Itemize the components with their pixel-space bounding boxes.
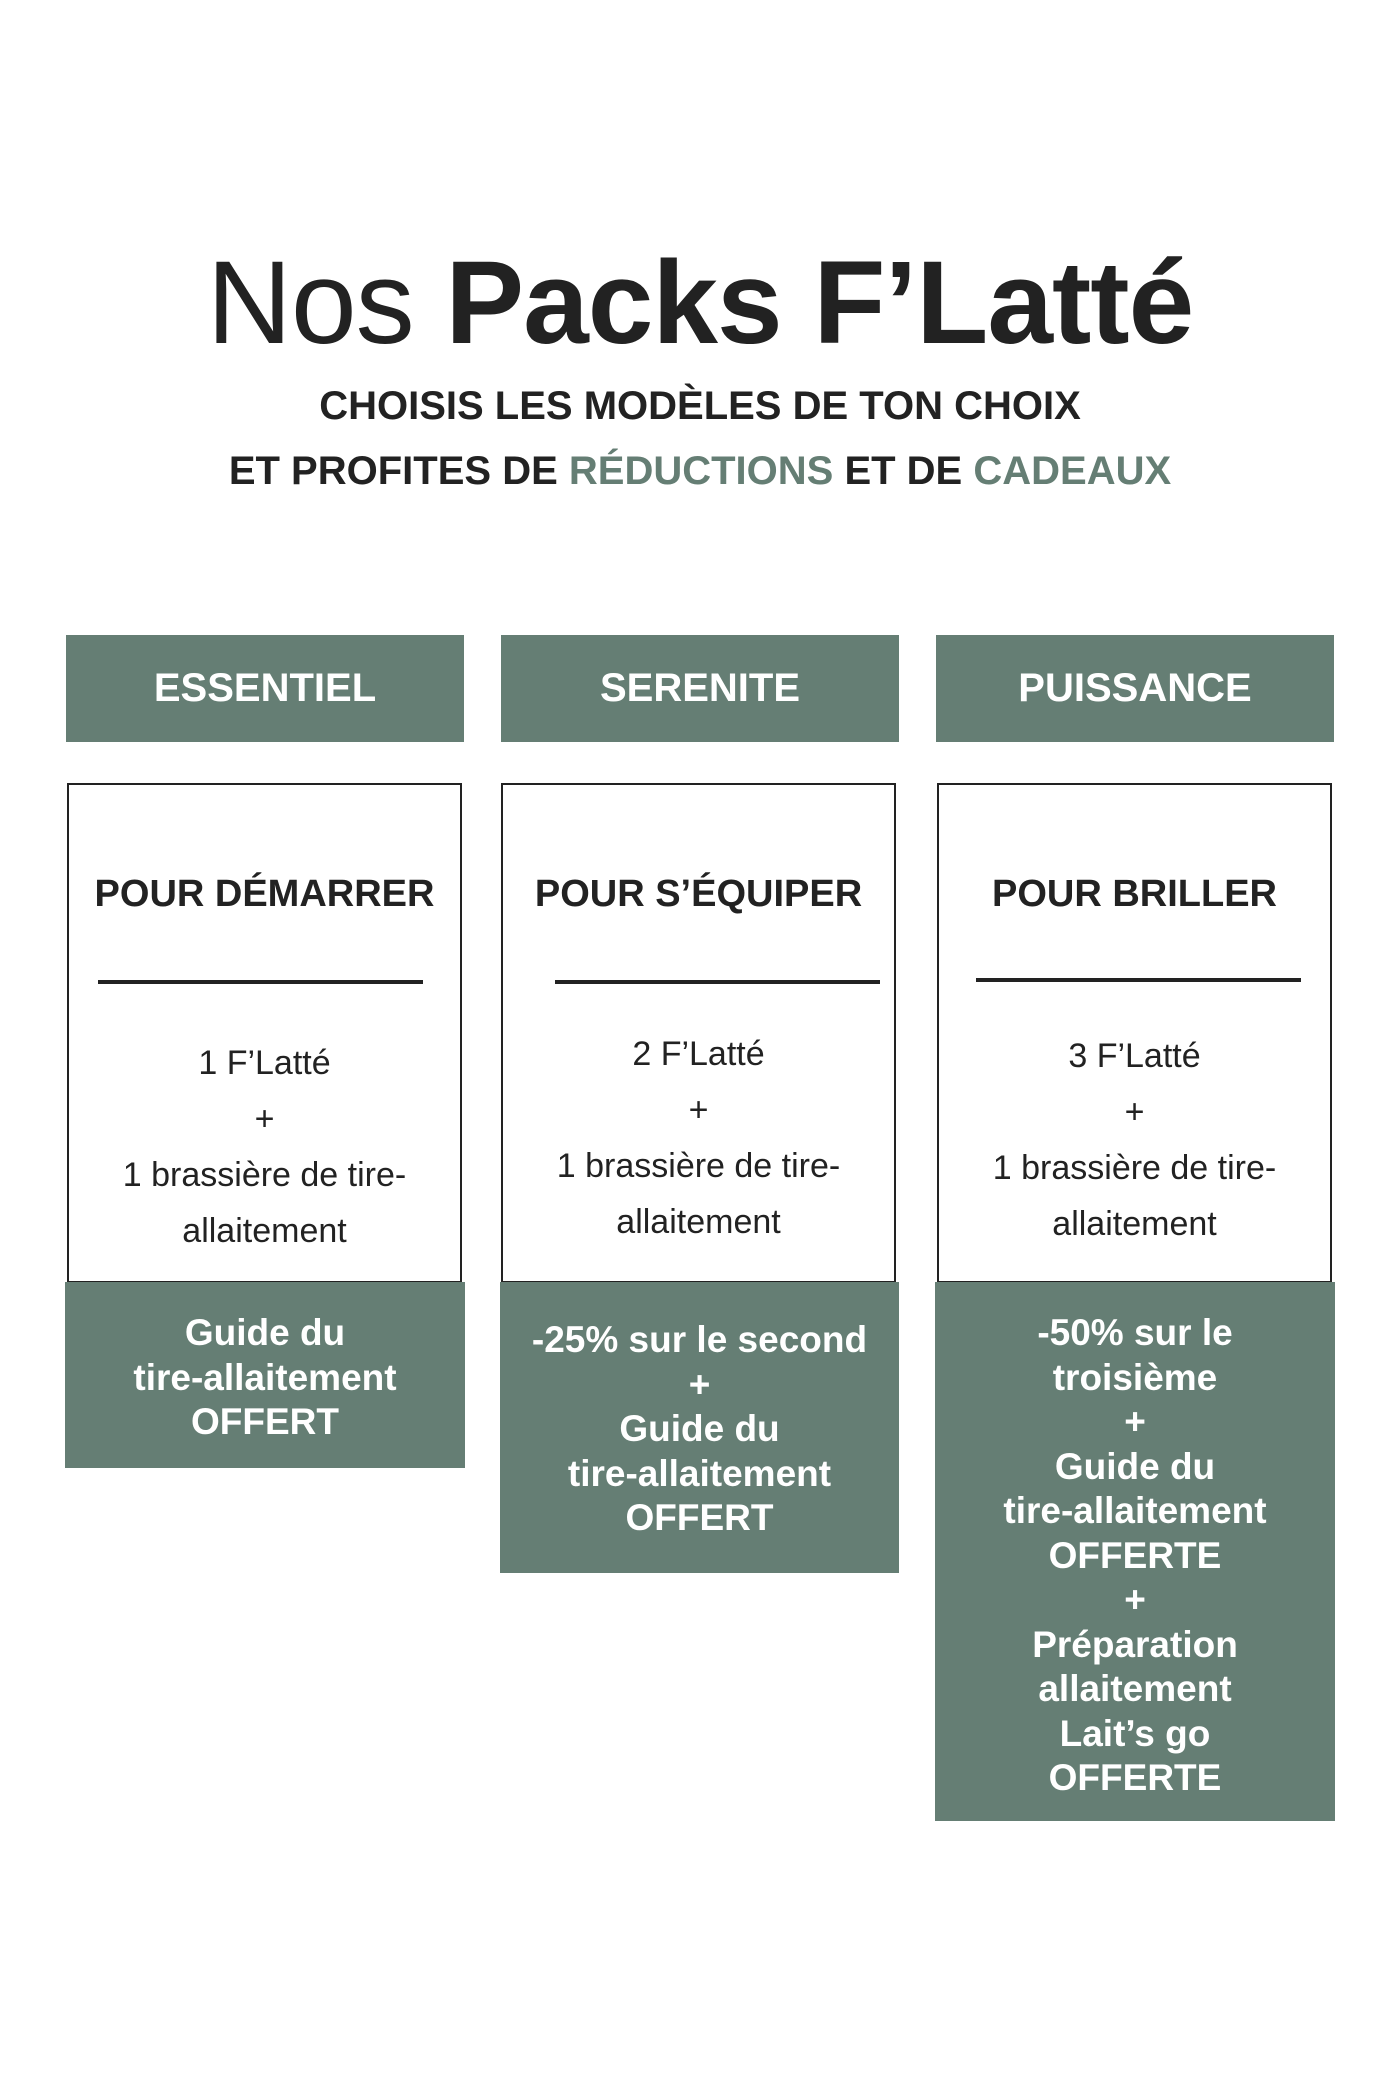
bonus-line: -50% sur le: [1037, 1312, 1233, 1353]
content-line: 1 brassière de tire-: [122, 1156, 407, 1194]
pack-contents: [939, 1028, 1330, 1252]
pack-header-serenite: SERENITE: [501, 635, 899, 742]
subtitle-line-1: CHOISIS LES MODÈLES DE TON CHOIX: [319, 384, 1081, 428]
bonus-line: +: [688, 1363, 711, 1405]
subtitle-line-2: [0, 446, 1400, 496]
bonus-line: Guide du: [619, 1408, 780, 1449]
bonus-line: Lait’s go: [1059, 1712, 1211, 1754]
pack-card-serenite: [501, 783, 896, 1283]
bonus-line: +: [1124, 1579, 1146, 1620]
content-line: +: [1124, 1093, 1145, 1131]
content-line: 3 F’Latté: [1068, 1037, 1201, 1075]
pack-header-puissance: PUISSANCE: [936, 635, 1334, 742]
pack-tagline: POUR S’ÉQUIPER: [534, 873, 863, 915]
bonus-line: Guide du: [184, 1312, 346, 1353]
content-line: 1 brassière de tire-: [992, 1149, 1277, 1187]
bonus-line: OFFERT: [191, 1401, 339, 1442]
pack-bonus-essentiel: [65, 1282, 465, 1468]
content-line: 1 brassière de tire-: [556, 1147, 841, 1185]
content-line: allaitement: [1052, 1205, 1217, 1243]
pack-bonus-serenite: [500, 1282, 899, 1573]
pack-bonus-puissance: [935, 1282, 1335, 1821]
bonus-line: OFFERTE: [1048, 1757, 1222, 1798]
bonus-line: troisième: [1052, 1356, 1218, 1398]
subtitle-highlight-cadeaux: CADEAUX: [973, 449, 1172, 493]
subtitle-text-c: ET DE: [833, 449, 974, 493]
pack-card-essentiel: [67, 783, 462, 1283]
content-line: 2 F’Latté: [632, 1035, 765, 1073]
content-line: 1 F’Latté: [198, 1044, 331, 1082]
content-line: +: [254, 1100, 275, 1138]
bonus-line: OFFERTE: [1048, 1534, 1222, 1576]
bonus-line: OFFERT: [625, 1497, 774, 1538]
bonus-line: Guide du: [1054, 1445, 1216, 1487]
bonus-line: +: [1124, 1401, 1146, 1442]
pack-card-puissance: [937, 783, 1332, 1283]
content-line: allaitement: [616, 1203, 781, 1241]
divider: [976, 978, 1301, 982]
pack-tagline: POUR DÉMARRER: [94, 873, 435, 915]
pack-tagline: POUR BRILLER: [992, 873, 1277, 915]
pack-contents: [69, 1035, 460, 1259]
bonus-line: tire-allaitement: [567, 1452, 832, 1494]
page-title: [0, 238, 1400, 368]
subtitle-highlight-reductions: RÉDUCTIONS: [568, 449, 834, 493]
divider: [98, 980, 423, 984]
bonus-line: tire-allaitement: [133, 1356, 397, 1398]
bonus-line: allaitement: [1038, 1668, 1232, 1709]
title-light: Nos: [206, 237, 414, 369]
bonus-line: Préparation: [1032, 1623, 1238, 1665]
subtitle-text-a: ET PROFITES DE: [228, 449, 569, 493]
content-line: allaitement: [182, 1212, 347, 1250]
content-line: +: [688, 1091, 709, 1129]
divider: [555, 980, 880, 984]
pack-header-essentiel: ESSENTIEL: [66, 635, 464, 742]
pack-contents: [503, 1026, 894, 1250]
bonus-line: tire-allaitement: [1003, 1490, 1267, 1531]
title-bold: Packs F’Latté: [445, 237, 1194, 369]
bonus-line: -25% sur le second: [531, 1319, 868, 1360]
